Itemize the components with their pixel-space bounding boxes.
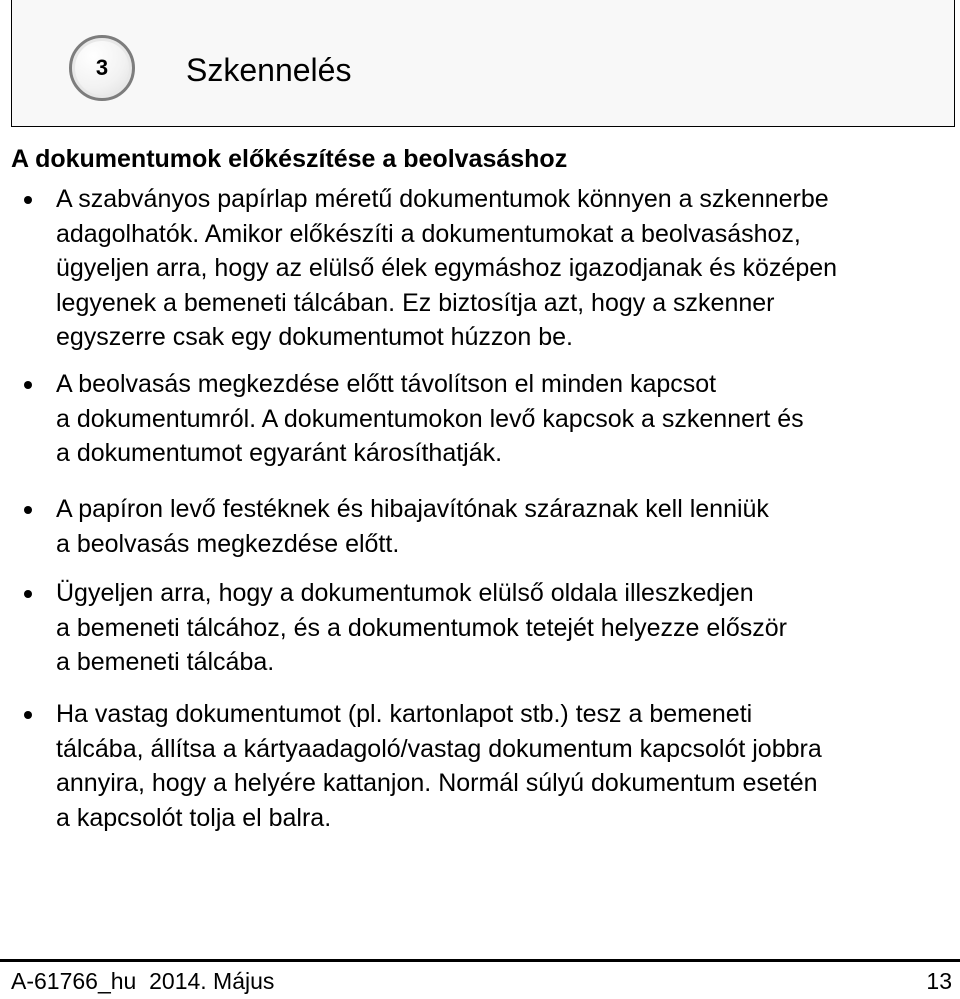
bullet-icon [24, 196, 32, 204]
step-number: 3 [95, 55, 109, 80]
footer-divider [0, 959, 960, 962]
text-line: annyira, hogy a helyére kattanjon. Normál súlyú dokumentum esetén [56, 769, 818, 797]
text-line: a bemeneti tálcába. [56, 648, 275, 676]
text-line: a dokumentumról. A dokumentumokon levő kapcsok a szkennert és [56, 404, 804, 433]
footer-document-id: A-61766_hu 2014. Május [11, 968, 275, 994]
text-line: A papíron levő festéknek és hibajavítónak száraznak kell lenniük [56, 495, 769, 523]
bullet-icon [24, 381, 32, 389]
text-line: tálcába, állítsa a kártyaadagoló/vastag dokumentum kapcsolót jobbra [56, 734, 822, 763]
text-line: a beolvasás megkezdése előtt. [56, 529, 400, 558]
text-line: Ha vastag dokumentumot (pl. kartonlapot stb.) tesz a bemeneti [56, 700, 753, 728]
text-line: adagolhatók. Amikor előkészíti a dokumentumokat a beolvasáshoz, [56, 219, 801, 248]
text-line: A szabványos papírlap méretű dokumentumok könnyen a szkennerbe [56, 185, 829, 213]
list-item-text [56, 576, 956, 680]
text-line: a kapcsolót tolja el balra. [56, 803, 332, 832]
text-line: a bemeneti tálcához, és a dokumentumok tetejét helyezze először [56, 613, 787, 642]
bullet-icon [24, 711, 32, 719]
text-line: egyszerre csak egy dokumentumot húzzon be. [56, 323, 573, 351]
list-item-text [56, 182, 956, 355]
list-item-text [56, 697, 956, 835]
text-line: legyenek a bemeneti tálcában. Ez biztosítja azt, hogy a szkenner [56, 288, 775, 317]
list-item-text [56, 492, 956, 561]
bullet-icon [24, 506, 32, 514]
page-number: 13 [926, 968, 952, 994]
text-line: Ügyeljen arra, hogy a dokumentumok elülső oldala illeszkedjen [56, 579, 754, 607]
text-line: A beolvasás megkezdése előtt távolítson el minden kapcsot [56, 370, 717, 398]
list-item-text [56, 367, 956, 471]
section-heading: A dokumentumok előkészítése a beolvasáshoz [11, 145, 568, 173]
page-title: Szkennelés [186, 52, 352, 88]
text-line: ügyeljen arra, hogy az elülső élek egymáshoz igazodjanak és középen [56, 254, 838, 282]
bullet-icon [24, 590, 32, 598]
text-line: a dokumentumot egyaránt károsíthatják. [56, 439, 503, 467]
